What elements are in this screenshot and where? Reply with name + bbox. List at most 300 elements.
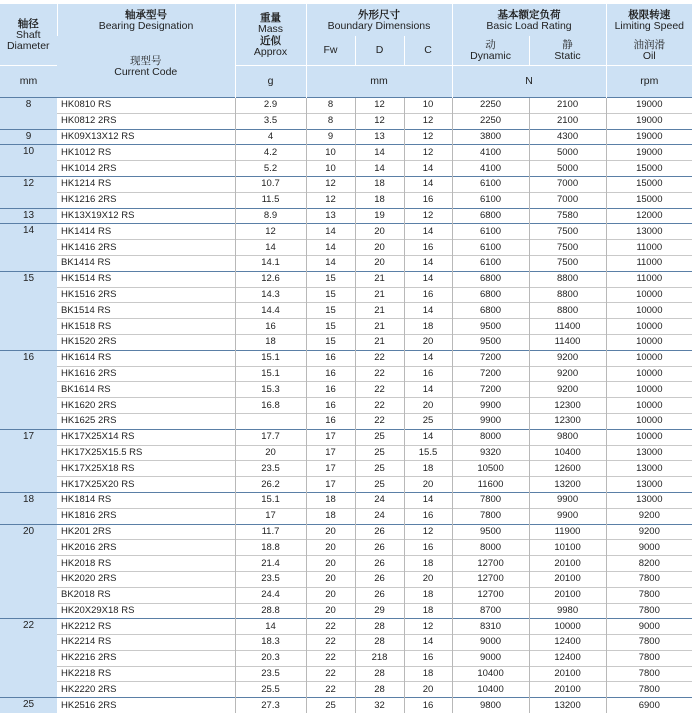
speed-cell: 9000 <box>606 619 692 635</box>
static-load-cell: 12300 <box>529 398 606 414</box>
static-load-cell: 9800 <box>529 429 606 445</box>
table-row <box>0 271 692 287</box>
mass-cell <box>235 413 306 429</box>
shaft-header-en1: Shaft <box>0 30 57 41</box>
static-load-cell: 9200 <box>529 350 606 366</box>
designation-cell: HK1814 RS <box>57 492 235 508</box>
designation-cell: HK09X13X12 RS <box>57 129 235 145</box>
mass-cell: 24.4 <box>235 587 306 603</box>
mass-cell: 16.8 <box>235 398 306 414</box>
speed-cell: 8200 <box>606 556 692 572</box>
c-cell: 16 <box>404 192 452 208</box>
static-load-cell: 11400 <box>529 319 606 335</box>
mass-cell: 21.4 <box>235 556 306 572</box>
designation-cell: HK1214 RS <box>57 176 235 192</box>
shaft-unit: mm <box>0 66 57 98</box>
dynamic-load-cell: 8310 <box>452 619 529 635</box>
fw-cell: 18 <box>306 508 355 524</box>
table-row <box>0 429 692 445</box>
shaft-diameter-cell: 10 <box>0 145 57 177</box>
speed-cell: 9200 <box>606 524 692 540</box>
c-cell: 20 <box>404 682 452 698</box>
d-cell: 21 <box>355 303 404 319</box>
mass-cell: 23.5 <box>235 571 306 587</box>
fw-cell: 20 <box>306 587 355 603</box>
static-load-cell: 20100 <box>529 666 606 682</box>
fw-cell: 12 <box>306 176 355 192</box>
shaft-diameter-cell: 13 <box>0 208 57 224</box>
shaft-diameter-cell: 16 <box>0 350 57 429</box>
mass-cell: 18 <box>235 334 306 350</box>
table-row <box>0 208 692 224</box>
speed-cell: 9200 <box>606 508 692 524</box>
mass-cell: 26.2 <box>235 477 306 493</box>
dynamic-load-cell: 6100 <box>452 192 529 208</box>
speed-cell: 7800 <box>606 682 692 698</box>
static-load-cell: 8800 <box>529 287 606 303</box>
static-load-cell: 7000 <box>529 176 606 192</box>
table-row <box>0 524 692 540</box>
d-cell: 26 <box>355 524 404 540</box>
dynamic-load-cell: 4100 <box>452 145 529 161</box>
mass-cell: 14.1 <box>235 255 306 271</box>
speed-cell: 11000 <box>606 271 692 287</box>
c-cell: 12 <box>404 129 452 145</box>
dynamic-load-cell: 8000 <box>452 540 529 556</box>
d-cell: 22 <box>355 350 404 366</box>
designation-cell: HK1616 2RS <box>57 366 235 382</box>
table-row <box>0 176 692 192</box>
mass-cell: 11.7 <box>235 524 306 540</box>
designation-cell: HK1516 2RS <box>57 287 235 303</box>
speed-header-en: Limiting Speed <box>607 21 693 32</box>
dynamic-load-cell: 9900 <box>452 413 529 429</box>
speed-header-zh: 极限转速 <box>607 9 693 21</box>
load-header-en: Basic Load Rating <box>453 21 606 32</box>
dynamic-load-cell: 4100 <box>452 161 529 177</box>
mass-cell: 18.3 <box>235 635 306 651</box>
speed-cell: 10000 <box>606 350 692 366</box>
c-cell: 12 <box>404 208 452 224</box>
dynamic-load-cell: 9000 <box>452 650 529 666</box>
d-cell: 28 <box>355 619 404 635</box>
d-header: D <box>355 36 404 66</box>
d-cell: 19 <box>355 208 404 224</box>
d-cell: 22 <box>355 366 404 382</box>
dynamic-load-cell: 9900 <box>452 398 529 414</box>
designation-cell: HK20X29X18 RS <box>57 603 235 619</box>
fw-cell: 8 <box>306 98 355 114</box>
table-row <box>0 540 692 556</box>
table-row <box>0 161 692 177</box>
table-row <box>0 382 692 398</box>
static-load-cell: 13200 <box>529 698 606 713</box>
c-cell: 16 <box>404 508 452 524</box>
designation-cell: BK2018 RS <box>57 587 235 603</box>
d-cell: 25 <box>355 429 404 445</box>
table-row <box>0 145 692 161</box>
mass-cell: 17 <box>235 508 306 524</box>
c-cell: 20 <box>404 334 452 350</box>
speed-cell: 7800 <box>606 635 692 651</box>
table-row <box>0 413 692 429</box>
d-cell: 218 <box>355 650 404 666</box>
c-cell: 14 <box>404 176 452 192</box>
table-row <box>0 508 692 524</box>
table-row <box>0 445 692 461</box>
designation-cell: HK1012 RS <box>57 145 235 161</box>
d-cell: 26 <box>355 571 404 587</box>
c-cell: 14 <box>404 382 452 398</box>
static-load-cell: 12300 <box>529 413 606 429</box>
fw-cell: 22 <box>306 635 355 651</box>
dynamic-load-cell: 12700 <box>452 587 529 603</box>
fw-cell: 15 <box>306 287 355 303</box>
table-row <box>0 666 692 682</box>
fw-cell: 14 <box>306 255 355 271</box>
dynamic-load-cell: 3800 <box>452 129 529 145</box>
designation-cell: HK1514 RS <box>57 271 235 287</box>
d-cell: 24 <box>355 508 404 524</box>
c-cell: 18 <box>404 603 452 619</box>
d-cell: 21 <box>355 319 404 335</box>
dynamic-load-cell: 9800 <box>452 698 529 713</box>
static-load-cell: 7500 <box>529 224 606 240</box>
speed-cell: 10000 <box>606 398 692 414</box>
load-header <box>452 4 606 36</box>
fw-cell: 22 <box>306 682 355 698</box>
c-cell: 20 <box>404 398 452 414</box>
designation-cell: HK2018 RS <box>57 556 235 572</box>
static-load-cell: 20100 <box>529 682 606 698</box>
mass-cell: 14.3 <box>235 287 306 303</box>
designation-cell: HK13X19X12 RS <box>57 208 235 224</box>
fw-cell: 10 <box>306 145 355 161</box>
fw-header: Fw <box>306 36 355 66</box>
dynamic-load-cell: 10500 <box>452 461 529 477</box>
table-row <box>0 619 692 635</box>
d-cell: 25 <box>355 445 404 461</box>
oil-header-zh: 油润滑 <box>607 40 693 51</box>
fw-cell: 14 <box>306 240 355 256</box>
fw-cell: 13 <box>306 208 355 224</box>
shaft-diameter-cell: 20 <box>0 524 57 619</box>
c-cell: 16 <box>404 540 452 556</box>
bearing-table <box>0 4 692 713</box>
dynamic-load-cell: 6800 <box>452 303 529 319</box>
speed-cell: 10000 <box>606 287 692 303</box>
designation-cell: HK2218 RS <box>57 666 235 682</box>
table-row <box>0 603 692 619</box>
speed-cell: 19000 <box>606 129 692 145</box>
fw-cell: 15 <box>306 303 355 319</box>
fw-cell: 17 <box>306 461 355 477</box>
fw-cell: 20 <box>306 556 355 572</box>
d-cell: 22 <box>355 398 404 414</box>
static-load-cell: 10000 <box>529 619 606 635</box>
fw-cell: 15 <box>306 334 355 350</box>
speed-unit: rpm <box>606 66 692 98</box>
c-cell: 18 <box>404 556 452 572</box>
load-unit: N <box>452 66 606 98</box>
table-row <box>0 192 692 208</box>
dynamic-load-cell: 11600 <box>452 477 529 493</box>
static-load-cell: 9900 <box>529 492 606 508</box>
designation-cell: HK17X25X15.5 RS <box>57 445 235 461</box>
static-load-cell: 13200 <box>529 477 606 493</box>
c-cell: 14 <box>404 224 452 240</box>
speed-cell: 7800 <box>606 587 692 603</box>
dynamic-load-cell: 6100 <box>452 255 529 271</box>
d-cell: 22 <box>355 382 404 398</box>
designation-header <box>57 4 235 36</box>
c-cell: 18 <box>404 461 452 477</box>
c-cell: 25 <box>404 413 452 429</box>
fw-cell: 20 <box>306 524 355 540</box>
mass-cell: 3.5 <box>235 113 306 129</box>
mass-cell: 14.4 <box>235 303 306 319</box>
speed-cell: 15000 <box>606 176 692 192</box>
d-cell: 18 <box>355 192 404 208</box>
c-header: C <box>404 36 452 66</box>
speed-cell: 15000 <box>606 161 692 177</box>
designation-cell: HK2020 2RS <box>57 571 235 587</box>
table-row <box>0 682 692 698</box>
fw-cell: 14 <box>306 224 355 240</box>
mass-cell: 17.7 <box>235 429 306 445</box>
shaft-diameter-cell: 14 <box>0 224 57 271</box>
fw-cell: 22 <box>306 650 355 666</box>
designation-cell: HK1816 2RS <box>57 508 235 524</box>
mass-cell: 28.8 <box>235 603 306 619</box>
table-row <box>0 224 692 240</box>
static-header-zh: 静 <box>530 40 606 51</box>
c-cell: 16 <box>404 287 452 303</box>
designation-cell: HK2516 2RS <box>57 698 235 713</box>
dimensions-unit: mm <box>306 66 452 98</box>
designation-cell: HK1416 2RS <box>57 240 235 256</box>
dynamic-load-cell: 6100 <box>452 224 529 240</box>
fw-cell: 20 <box>306 603 355 619</box>
table-row <box>0 650 692 666</box>
table-row <box>0 98 692 114</box>
table-row <box>0 635 692 651</box>
mass-cell: 11.5 <box>235 192 306 208</box>
static-load-cell: 2100 <box>529 98 606 114</box>
dynamic-load-cell: 9500 <box>452 319 529 335</box>
dynamic-load-cell: 9500 <box>452 334 529 350</box>
table-row <box>0 240 692 256</box>
c-cell: 16 <box>404 650 452 666</box>
dynamic-load-cell: 2250 <box>452 98 529 114</box>
mass-cell: 20 <box>235 445 306 461</box>
d-cell: 22 <box>355 413 404 429</box>
designation-cell: HK17X25X20 RS <box>57 477 235 493</box>
fw-cell: 8 <box>306 113 355 129</box>
speed-cell: 13000 <box>606 477 692 493</box>
speed-cell: 9000 <box>606 540 692 556</box>
fw-cell: 20 <box>306 540 355 556</box>
fw-cell: 9 <box>306 129 355 145</box>
mass-cell: 18.8 <box>235 540 306 556</box>
table-row <box>0 477 692 493</box>
table-row <box>0 334 692 350</box>
fw-cell: 17 <box>306 445 355 461</box>
speed-cell: 10000 <box>606 366 692 382</box>
dimensions-header-zh: 外形尺寸 <box>307 9 452 21</box>
speed-cell: 13000 <box>606 461 692 477</box>
speed-cell: 13000 <box>606 224 692 240</box>
mass-cell: 5.2 <box>235 161 306 177</box>
fw-cell: 22 <box>306 619 355 635</box>
c-cell: 14 <box>404 161 452 177</box>
dynamic-load-cell: 7200 <box>452 366 529 382</box>
table-body <box>0 98 692 713</box>
mass-header-zh2: 近似 <box>236 35 306 47</box>
designation-header-en: Bearing Designation <box>58 21 235 32</box>
current-code-header-zh: 现型号 <box>57 56 235 67</box>
mass-cell: 14 <box>235 619 306 635</box>
fw-cell: 15 <box>306 271 355 287</box>
c-cell: 16 <box>404 366 452 382</box>
shaft-header-en2: Diameter <box>0 41 57 52</box>
mass-header-zh1: 重量 <box>236 12 306 24</box>
dynamic-header-zh: 动 <box>453 40 529 51</box>
mass-cell: 12 <box>235 224 306 240</box>
c-cell: 16 <box>404 698 452 713</box>
table-row <box>0 303 692 319</box>
designation-cell: HK2214 RS <box>57 635 235 651</box>
fw-cell: 22 <box>306 666 355 682</box>
static-load-cell: 12400 <box>529 650 606 666</box>
mass-cell: 15.3 <box>235 382 306 398</box>
c-cell: 12 <box>404 524 452 540</box>
static-load-cell: 9900 <box>529 508 606 524</box>
table-row <box>0 287 692 303</box>
c-cell: 20 <box>404 477 452 493</box>
d-cell: 28 <box>355 666 404 682</box>
dynamic-load-cell: 6100 <box>452 176 529 192</box>
dynamic-load-cell: 9320 <box>452 445 529 461</box>
mass-cell: 2.9 <box>235 98 306 114</box>
table-row <box>0 492 692 508</box>
speed-cell: 13000 <box>606 492 692 508</box>
dynamic-load-cell: 6800 <box>452 287 529 303</box>
mass-cell: 4 <box>235 129 306 145</box>
fw-cell: 18 <box>306 492 355 508</box>
d-cell: 21 <box>355 271 404 287</box>
static-load-cell: 9980 <box>529 603 606 619</box>
fw-cell: 10 <box>306 161 355 177</box>
static-load-cell: 7580 <box>529 208 606 224</box>
static-load-cell: 8800 <box>529 271 606 287</box>
static-header-en: Static <box>530 51 606 62</box>
designation-cell: HK2216 2RS <box>57 650 235 666</box>
c-cell: 12 <box>404 145 452 161</box>
speed-cell: 10000 <box>606 413 692 429</box>
current-code-header <box>57 36 235 98</box>
speed-cell: 7800 <box>606 571 692 587</box>
mass-header <box>235 4 306 66</box>
designation-cell: HK1620 2RS <box>57 398 235 414</box>
c-cell: 12 <box>404 619 452 635</box>
static-load-cell: 4300 <box>529 129 606 145</box>
speed-cell: 10000 <box>606 319 692 335</box>
static-load-cell: 11900 <box>529 524 606 540</box>
d-cell: 29 <box>355 603 404 619</box>
current-code-header-en: Current Code <box>57 67 235 78</box>
dynamic-load-cell: 10400 <box>452 682 529 698</box>
designation-cell: HK1520 2RS <box>57 334 235 350</box>
speed-cell: 11000 <box>606 240 692 256</box>
fw-cell: 16 <box>306 382 355 398</box>
table-row <box>0 461 692 477</box>
designation-cell: HK0812 2RS <box>57 113 235 129</box>
static-load-cell: 7500 <box>529 255 606 271</box>
fw-cell: 16 <box>306 366 355 382</box>
dynamic-load-cell: 12700 <box>452 556 529 572</box>
d-cell: 21 <box>355 334 404 350</box>
d-cell: 20 <box>355 240 404 256</box>
fw-cell: 16 <box>306 413 355 429</box>
static-load-cell: 5000 <box>529 161 606 177</box>
dynamic-load-cell: 9000 <box>452 635 529 651</box>
fw-cell: 16 <box>306 398 355 414</box>
table-row <box>0 350 692 366</box>
mass-cell: 16 <box>235 319 306 335</box>
c-cell: 18 <box>404 587 452 603</box>
designation-cell: HK201 2RS <box>57 524 235 540</box>
shaft-header-zh: 轴径 <box>0 18 57 30</box>
speed-cell: 10000 <box>606 429 692 445</box>
dynamic-load-cell: 7800 <box>452 492 529 508</box>
d-cell: 28 <box>355 635 404 651</box>
mass-cell: 23.5 <box>235 461 306 477</box>
static-load-cell: 20100 <box>529 556 606 572</box>
shaft-diameter-cell: 9 <box>0 129 57 145</box>
speed-cell: 15000 <box>606 192 692 208</box>
designation-cell: HK1614 RS <box>57 350 235 366</box>
shaft-diameter-cell: 18 <box>0 492 57 524</box>
designation-cell: BK1614 RS <box>57 382 235 398</box>
c-cell: 14 <box>404 350 452 366</box>
static-header <box>529 36 606 66</box>
mass-cell: 14 <box>235 240 306 256</box>
d-cell: 21 <box>355 287 404 303</box>
mass-cell: 25.5 <box>235 682 306 698</box>
fw-cell: 20 <box>306 571 355 587</box>
dynamic-load-cell: 8700 <box>452 603 529 619</box>
mass-header-en2: Approx <box>236 47 306 58</box>
mass-cell: 15.1 <box>235 492 306 508</box>
mass-unit: g <box>235 66 306 98</box>
dynamic-load-cell: 7200 <box>452 382 529 398</box>
d-cell: 25 <box>355 477 404 493</box>
speed-cell: 7800 <box>606 603 692 619</box>
table-row <box>0 571 692 587</box>
speed-cell: 19000 <box>606 145 692 161</box>
static-load-cell: 12600 <box>529 461 606 477</box>
designation-cell: HK1518 RS <box>57 319 235 335</box>
c-cell: 14 <box>404 429 452 445</box>
fw-cell: 17 <box>306 477 355 493</box>
designation-cell: HK1216 2RS <box>57 192 235 208</box>
shaft-diameter-cell: 8 <box>0 98 57 130</box>
fw-cell: 16 <box>306 350 355 366</box>
designation-cell: HK17X25X14 RS <box>57 429 235 445</box>
shaft-diameter-cell: 12 <box>0 176 57 208</box>
d-cell: 25 <box>355 461 404 477</box>
